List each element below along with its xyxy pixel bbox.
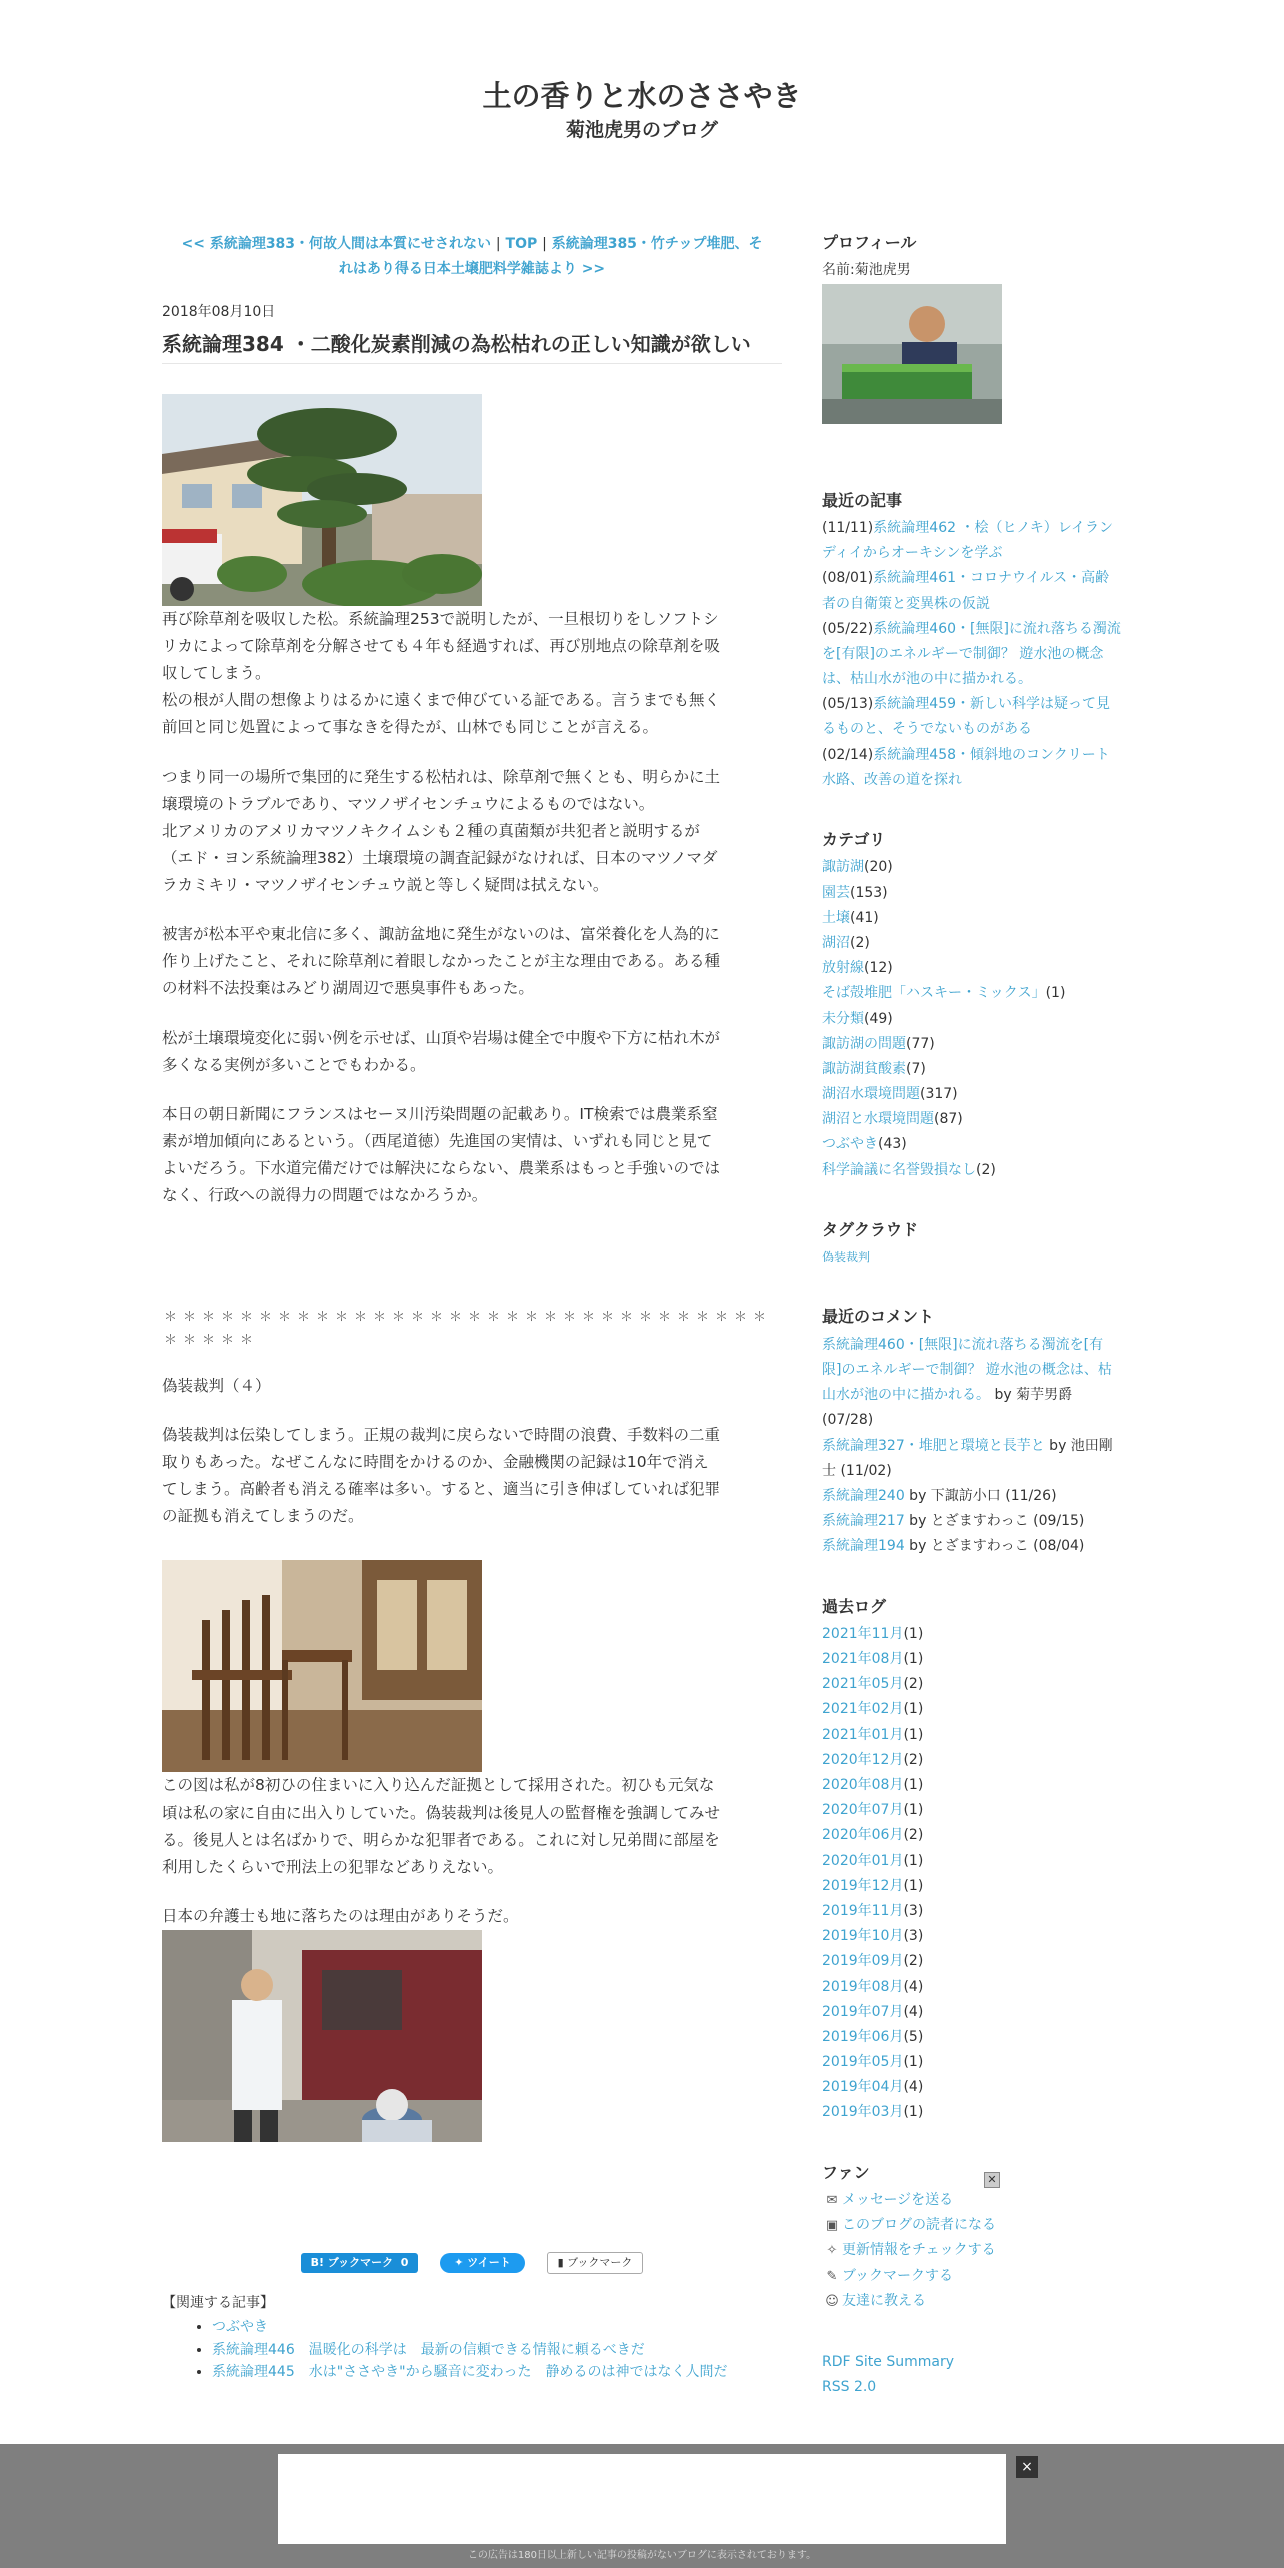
recent-post-link[interactable]: 系統論理459・新しい科学は疑って見るものと、そうでないものがある (822, 696, 1111, 738)
category-item (822, 1107, 1122, 1132)
recent-comments-block (822, 1306, 1122, 1559)
categories-heading: カテゴリ (822, 830, 886, 850)
archive-link[interactable]: 2020年06月 (822, 1827, 904, 1844)
archive-link[interactable]: 2019年11月 (822, 1902, 904, 1919)
category-link[interactable]: 湖沼 (822, 934, 850, 951)
fan-heading: ファン (822, 2162, 870, 2182)
post-line: 本日の朝日新聞にフランスはセーヌ川汚染問題の記載あり。IT検索では農業系窒素が増加傾向にあるという。（西尾道徳）先進国の実情は、いずれも同じと見てよいだろう。下水道完備だけでは解決にならない、農業系はもっと手強いのではなく、行政への説得力の問題ではなかろうか。 (162, 1104, 721, 1205)
related-list (192, 2316, 782, 2383)
bookmark-pencil-icon: ✎ (826, 2268, 838, 2284)
hatena-bookmark-button[interactable] (301, 2253, 419, 2273)
post-paragraph-8 (162, 1772, 722, 1881)
archive-item (822, 2000, 1122, 2025)
pager-separator: | (542, 236, 547, 252)
archive-item (822, 1874, 1122, 1899)
archive-count: (1) (903, 1852, 924, 1869)
sidebar (822, 232, 1122, 2436)
archive-link[interactable]: 2021年08月 (822, 1651, 904, 1668)
archive-item (822, 2100, 1122, 2125)
recent-post-link[interactable]: 系統論理460・[無限]に流れ落ちる濁流を[有限]のエネルギーで制御？ 遊水池の概念は、枯山水が池の中に描かれる。 (822, 620, 1121, 688)
archive-item (822, 1798, 1122, 1823)
feeds-block (822, 2350, 1122, 2400)
category-count: (12) (864, 960, 893, 977)
recent-post-link[interactable]: 系統論理462 ・桧（ヒノキ）レイランディイからオーキシンを学ぶ (822, 519, 1114, 562)
profile-avatar-image (822, 284, 1002, 424)
blog-header (0, 0, 1284, 142)
category-count: (20) (864, 859, 893, 876)
archive-item (822, 1647, 1122, 1672)
fan-item (822, 2213, 1122, 2238)
archive-count: (2) (903, 1827, 924, 1844)
fan-item (822, 2238, 1122, 2263)
archive-link[interactable]: 2020年08月 (822, 1777, 904, 1794)
next-post-link[interactable]: 系統論理385・竹チップ堆肥、それはあり得る日本土壌肥料学雑誌より >> (338, 236, 763, 278)
comment-author: by 下諏訪小口 (11/26) (904, 1487, 1057, 1504)
pine-tree-photo-image (162, 394, 482, 606)
post-line: この図は私が8初ひの住まいに入り込んだ証拠として採用された。初ひも元気な頃は私の家に自由に出入りしていた。偽装裁判は後見人の監督権を強調してみせる。後見人とは名ばかりで、明らかな犯罪者である。これに対し兄弟間に部屋を利用したくらいで刑法上の犯罪などありえない。 (162, 1776, 721, 1876)
archive-item (822, 2025, 1122, 2050)
check-updates-link[interactable]: 更新情報をチェックする (842, 2242, 996, 2259)
category-link[interactable]: 湖沼と水環境問題 (822, 1111, 934, 1128)
archive-count: (4) (903, 1978, 924, 1995)
archive-list (822, 1622, 1122, 2126)
category-link[interactable]: 科学論議に名誉毀損なし (822, 1161, 976, 1178)
archive-count: (1) (903, 1802, 924, 1819)
become-reader-link[interactable]: このブログの読者になる (842, 2217, 996, 2234)
archive-item (822, 2050, 1122, 2075)
tagcloud-heading: タグクラウド (822, 1219, 919, 1239)
bookmark-link[interactable]: ブックマークする (842, 2267, 954, 2284)
fan-list (822, 2188, 1122, 2314)
tweet-button[interactable] (440, 2253, 525, 2273)
archive-count: (1) (903, 1651, 924, 1668)
archive-link[interactable]: 2021年11月 (822, 1625, 904, 1642)
archive-count: (4) (903, 2003, 924, 2020)
archive-count: (4) (903, 2079, 924, 2096)
archive-link[interactable]: 2019年07月 (822, 2003, 904, 2020)
archive-link[interactable]: 2020年07月 (822, 1802, 904, 1819)
archive-count: (1) (903, 1726, 924, 1743)
update-check-icon: ✧ (826, 2243, 838, 2259)
category-item (822, 1057, 1122, 1082)
recent-comments-heading: 最近のコメント (822, 1307, 935, 1327)
fan-item (822, 2264, 1122, 2289)
profile-name: 名前:菊池虎男 (822, 262, 911, 279)
fan-item (822, 2188, 1122, 2213)
post-line: 被害が松本平や東北信に多く、諏訪盆地に発生がないのは、富栄養化を人為的に作り上げたこと、それに除草剤に着眼しなかったことが主な理由である。ある種の材料不法投棄はみどり湖周辺で悪臭事件もあった。 (162, 925, 721, 998)
category-link[interactable]: 湖沼水環境問題 (822, 1086, 920, 1103)
lawyer-photo-image (162, 1930, 482, 2142)
comment-item (822, 1434, 1122, 1484)
related-link[interactable]: つぶやき (212, 2319, 268, 2336)
category-item (822, 855, 1122, 880)
category-count: (7) (906, 1060, 926, 1077)
archive-link[interactable]: 2019年03月 (822, 2104, 904, 2121)
bookmark-icon: ▮ (557, 2256, 564, 2269)
related-item (212, 2316, 782, 2338)
room-chairs-photo[interactable] (162, 1560, 482, 1772)
recent-post-date: (05/22) (822, 620, 874, 637)
category-link[interactable]: 未分類 (822, 1010, 864, 1027)
archive-count: (1) (903, 1877, 924, 1894)
send-message-link[interactable]: メッセージを送る (842, 2192, 954, 2209)
category-item (822, 981, 1122, 1006)
category-link[interactable]: そば殻堆肥「ハスキー・ミックス」 (822, 985, 1046, 1002)
archive-link[interactable]: 2019年10月 (822, 1928, 904, 1945)
hatena-bookmark-label: B! ブックマーク (310, 2256, 394, 2269)
post-paragraph-1 (162, 606, 722, 742)
category-count: (2) (976, 1161, 996, 1178)
recent-comments-list (822, 1333, 1122, 1560)
share-friends-icon: ☺ (825, 2293, 839, 2309)
category-item (822, 1007, 1122, 1032)
comment-post-link[interactable]: 系統論理194 (822, 1538, 905, 1555)
twitter-bird-icon: ✦ (454, 2256, 464, 2269)
tagcloud-block (822, 1219, 1122, 1271)
categories-block (822, 829, 1122, 1183)
archive-count: (2) (903, 1953, 924, 1970)
category-link[interactable]: 園芸 (822, 884, 850, 901)
ad-notice: この広告は180日以上新しい記事の投稿がないブログに表示されております。 (467, 2550, 817, 2561)
post-paragraph-9 (162, 1903, 722, 1930)
archive-link[interactable]: 2019年06月 (822, 2028, 904, 2045)
fan-close-icon[interactable]: ✕ (984, 2172, 1000, 2188)
archive-link[interactable]: 2019年12月 (822, 1877, 904, 1894)
comment-post-link[interactable]: 系統論理217 (822, 1513, 905, 1530)
category-count: (87) (934, 1111, 963, 1128)
comment-post-link[interactable]: 系統論理240 (822, 1487, 905, 1504)
share-buttons (162, 2252, 782, 2274)
archive-item (822, 1949, 1122, 1974)
post-paragraph-4 (162, 1025, 722, 1079)
post-paragraph-7 (162, 1422, 722, 1531)
archive-item (822, 1899, 1122, 1924)
comment-post-link[interactable]: 系統論理327・堆肥と環境と長芋と (822, 1437, 1045, 1454)
archive-count: (3) (903, 1928, 924, 1945)
ad-close-button[interactable]: × (1016, 2456, 1038, 2478)
category-count: (1) (1045, 985, 1066, 1002)
lawyer-photo[interactable] (162, 1930, 482, 2142)
blog-subtitle: 菊池虎男のブログ (565, 118, 718, 141)
rss-feed-link[interactable]: RSS 2.0 (822, 2379, 877, 2396)
category-item (822, 956, 1122, 981)
category-item (822, 1132, 1122, 1157)
comment-item (822, 1333, 1122, 1434)
recent-post-date: (08/01) (822, 570, 874, 587)
category-item (822, 906, 1122, 931)
post-date: 2018年08月10日 (162, 304, 276, 321)
category-link[interactable]: 諏訪湖の問題 (822, 1035, 906, 1052)
archive-item (822, 1849, 1122, 1874)
category-link[interactable]: 土壌 (822, 909, 850, 926)
recent-posts-list (822, 516, 1122, 793)
comment-item (822, 1534, 1122, 1559)
recent-post-date: (02/14) (822, 746, 874, 763)
archive-heading: 過去ログ (822, 1596, 887, 1616)
archive-item (822, 1672, 1122, 1697)
profile-photo[interactable] (822, 284, 1002, 424)
recent-posts-heading: 最近の記事 (822, 490, 903, 510)
post-line: 松の根が人間の想像よりはるかに遠くまで伸びている証である。言うまでも無く前回と同じ処置によって事なきを得たが、山林でも同じことが言える。 (162, 691, 721, 737)
comment-author: by とざますわっこ (08/04) (904, 1538, 1085, 1555)
post-line: 偽装裁判（４） (162, 1376, 271, 1395)
archive-item (822, 1924, 1122, 1949)
room-chairs-photo-image (162, 1560, 482, 1772)
ad-overlay (0, 2444, 1284, 2568)
archive-item (822, 1622, 1122, 1647)
rdf-feed-link[interactable]: RDF Site Summary (822, 2353, 954, 2370)
post-line: 再び除草剤を吸収した松。系統論理253で説明したが、一旦根切りをしソフトシリカによって除草剤を分解させても４年も経過すれば、再び別地点の除草剤を吸収してしまう。 (162, 609, 720, 683)
archive-link[interactable]: 2019年09月 (822, 1953, 904, 1970)
related-articles (162, 2292, 782, 2384)
category-count: (153) (850, 884, 888, 901)
category-count: (41) (850, 909, 879, 926)
archive-item (822, 1723, 1122, 1748)
comment-item (822, 1509, 1122, 1534)
bookmark-button[interactable] (547, 2252, 644, 2274)
hatena-bookmark-count: 0 (400, 2256, 409, 2269)
post-line: つまり同一の場所で集団的に発生する松枯れは、除草剤で無くとも、明らかに土壌環境のトラブルであり、マツノザイセンチュウによるものではない。 (162, 767, 721, 813)
comment-post-link[interactable]: 系統論理460・[無限]に流れ落ちる濁流を[有限]のエネルギーで制御？ 遊水池の概念は、枯山水が池の中に描かれる。 (822, 1336, 1112, 1404)
category-link[interactable]: つぶやき (822, 1136, 878, 1153)
recent-post-link[interactable]: 系統論理461・コロナウイルス・高齢者の自衛策と変異株の仮説 (822, 570, 1110, 612)
category-count: (49) (864, 1010, 893, 1027)
post-paragraph-5 (162, 1101, 722, 1210)
recent-post-date: (05/13) (822, 696, 874, 713)
categories-list (822, 855, 1122, 1182)
archive-item (822, 1823, 1122, 1848)
comment-item (822, 1484, 1122, 1509)
archive-link[interactable]: 2019年08月 (822, 1978, 904, 1995)
tweet-label: ツイート (467, 2256, 511, 2269)
archive-link[interactable]: 2019年04月 (822, 2079, 904, 2096)
archive-count: (1) (903, 1777, 924, 1794)
comment-author: by 池田剛士 (11/02) (822, 1437, 1113, 1479)
related-item (212, 2361, 782, 2383)
archive-count: (1) (903, 2054, 924, 2071)
archive-link[interactable]: 2020年01月 (822, 1852, 904, 1869)
category-item (822, 931, 1122, 956)
recent-post-item (822, 617, 1122, 693)
recent-post-date: (11/11) (822, 519, 874, 536)
category-count: (77) (906, 1035, 935, 1052)
category-count: (317) (920, 1086, 958, 1103)
category-item (822, 1082, 1122, 1107)
archive-block (822, 1596, 1122, 2126)
top-link[interactable]: TOP (505, 236, 538, 252)
category-link[interactable]: 諏訪湖貧酸素 (822, 1060, 906, 1077)
archive-link[interactable]: 2021年05月 (822, 1676, 904, 1693)
archive-link[interactable]: 2021年02月 (822, 1701, 904, 1718)
archive-count: (3) (903, 1902, 924, 1919)
post-pager (162, 232, 782, 282)
blog-title[interactable]: 土の香りと水のささやき (482, 79, 802, 113)
archive-item (822, 1697, 1122, 1722)
post-line: 日本の弁護士も地に落ちたのは理由がありそうだ。 (162, 1906, 519, 1925)
category-item (822, 881, 1122, 906)
archive-item (822, 1773, 1122, 1798)
related-item (212, 2339, 782, 2361)
archive-link[interactable]: 2020年12月 (822, 1751, 904, 1768)
archive-count: (1) (903, 1701, 924, 1718)
prev-post-link[interactable]: << 系統論理383・何故人間は本質にせされない (181, 236, 492, 252)
recent-post-item (822, 692, 1122, 742)
profile-heading: プロフィール (822, 233, 917, 252)
pine-tree-photo[interactable] (162, 394, 482, 606)
archive-item (822, 1748, 1122, 1773)
archive-count: (2) (903, 1751, 924, 1768)
archive-link[interactable]: 2019年05月 (822, 2054, 904, 2071)
tag-link[interactable]: 偽装裁判 (822, 1250, 871, 1265)
category-item (822, 1158, 1122, 1183)
section-divider: ＊＊＊＊＊＊＊＊＊＊＊＊＊＊＊＊＊＊＊＊＊＊＊＊＊＊＊＊＊＊＊＊＊＊＊＊＊ (164, 1310, 773, 1348)
category-link[interactable]: 諏訪湖 (822, 859, 864, 876)
related-link[interactable]: 系統論理446 温暖化の科学は 最新の信頼できる情報に頼るべきだ (212, 2341, 645, 2358)
recent-post-item (822, 566, 1122, 616)
archive-item (822, 1975, 1122, 2000)
post-line: 北アメリカのアメリカマツノキクイムシも２種の真菌類が共犯者と説明するが（エド・ヨン系統論理382）土壌環境の調査記録がなければ、日本のマツノマダラカミキリ・マツノザイセンチュウ説と等しく疑問は拭えない。 (162, 821, 718, 894)
archive-item (822, 2075, 1122, 2100)
bookmark-label: ブックマーク (567, 2256, 633, 2269)
archive-count: (1) (903, 1625, 924, 1642)
recent-posts-block (822, 490, 1122, 793)
comment-author: by 菊芋男爵 (07/28) (822, 1387, 1073, 1429)
category-item (822, 1032, 1122, 1057)
fan-block (822, 2162, 1122, 2314)
post-line: 偽装裁判は伝染してしまう。正規の裁判に戻らないで時間の浪費、手数料の二重取りもあった。なぜこんなに時間をかけるのか、金融機関の記録は10年で消えてしまう。高齢者も消える確率は多い。すると、適当に引き伸ばしていれば犯罪の証拠も消えてしまうのだ。 (162, 1425, 721, 1526)
recent-post-item (822, 516, 1122, 566)
archive-count: (5) (903, 2028, 924, 2045)
archive-count: (2) (903, 1676, 924, 1693)
related-link[interactable]: 系統論理445 水は"ささやき"から騒音に変わった 静めるのは神ではなく人間だ (212, 2364, 728, 2381)
archive-link[interactable]: 2021年01月 (822, 1726, 904, 1743)
archive-count: (1) (903, 2104, 924, 2121)
related-heading: 【関連する記事】 (162, 2295, 274, 2311)
post-paragraph-6 (162, 1373, 722, 1400)
category-count: (43) (878, 1136, 907, 1153)
comment-author: by とざますわっこ (09/15) (904, 1513, 1085, 1530)
main-content (162, 232, 782, 2384)
post-paragraph-3 (162, 921, 722, 1002)
tell-friend-link[interactable]: 友達に教える (842, 2292, 926, 2309)
envelope-icon: ✉ (826, 2192, 838, 2208)
category-link[interactable]: 放射線 (822, 960, 864, 977)
pager-separator: | (495, 236, 501, 252)
ad-banner[interactable] (278, 2454, 1006, 2544)
fan-item (822, 2289, 1122, 2314)
category-count: (2) (850, 934, 870, 951)
post-line: 松が土壌環境変化に弱い例を示せば、山頂や岩場は健全で中腹や下方に枯れ木が多くなる実例が多いことでもわかる。 (162, 1028, 721, 1074)
reader-icon: ▣ (825, 2218, 839, 2234)
recent-post-item (822, 743, 1122, 793)
post-paragraph-2 (162, 764, 722, 900)
post-title: 系統論理384 ・二酸化炭素削減の為松枯れの正しい知識が欲しい (162, 329, 782, 364)
recent-post-link[interactable]: 系統論理458・傾斜地のコンクリート水路、改善の道を探れ (822, 746, 1110, 788)
profile-block (822, 232, 1122, 424)
